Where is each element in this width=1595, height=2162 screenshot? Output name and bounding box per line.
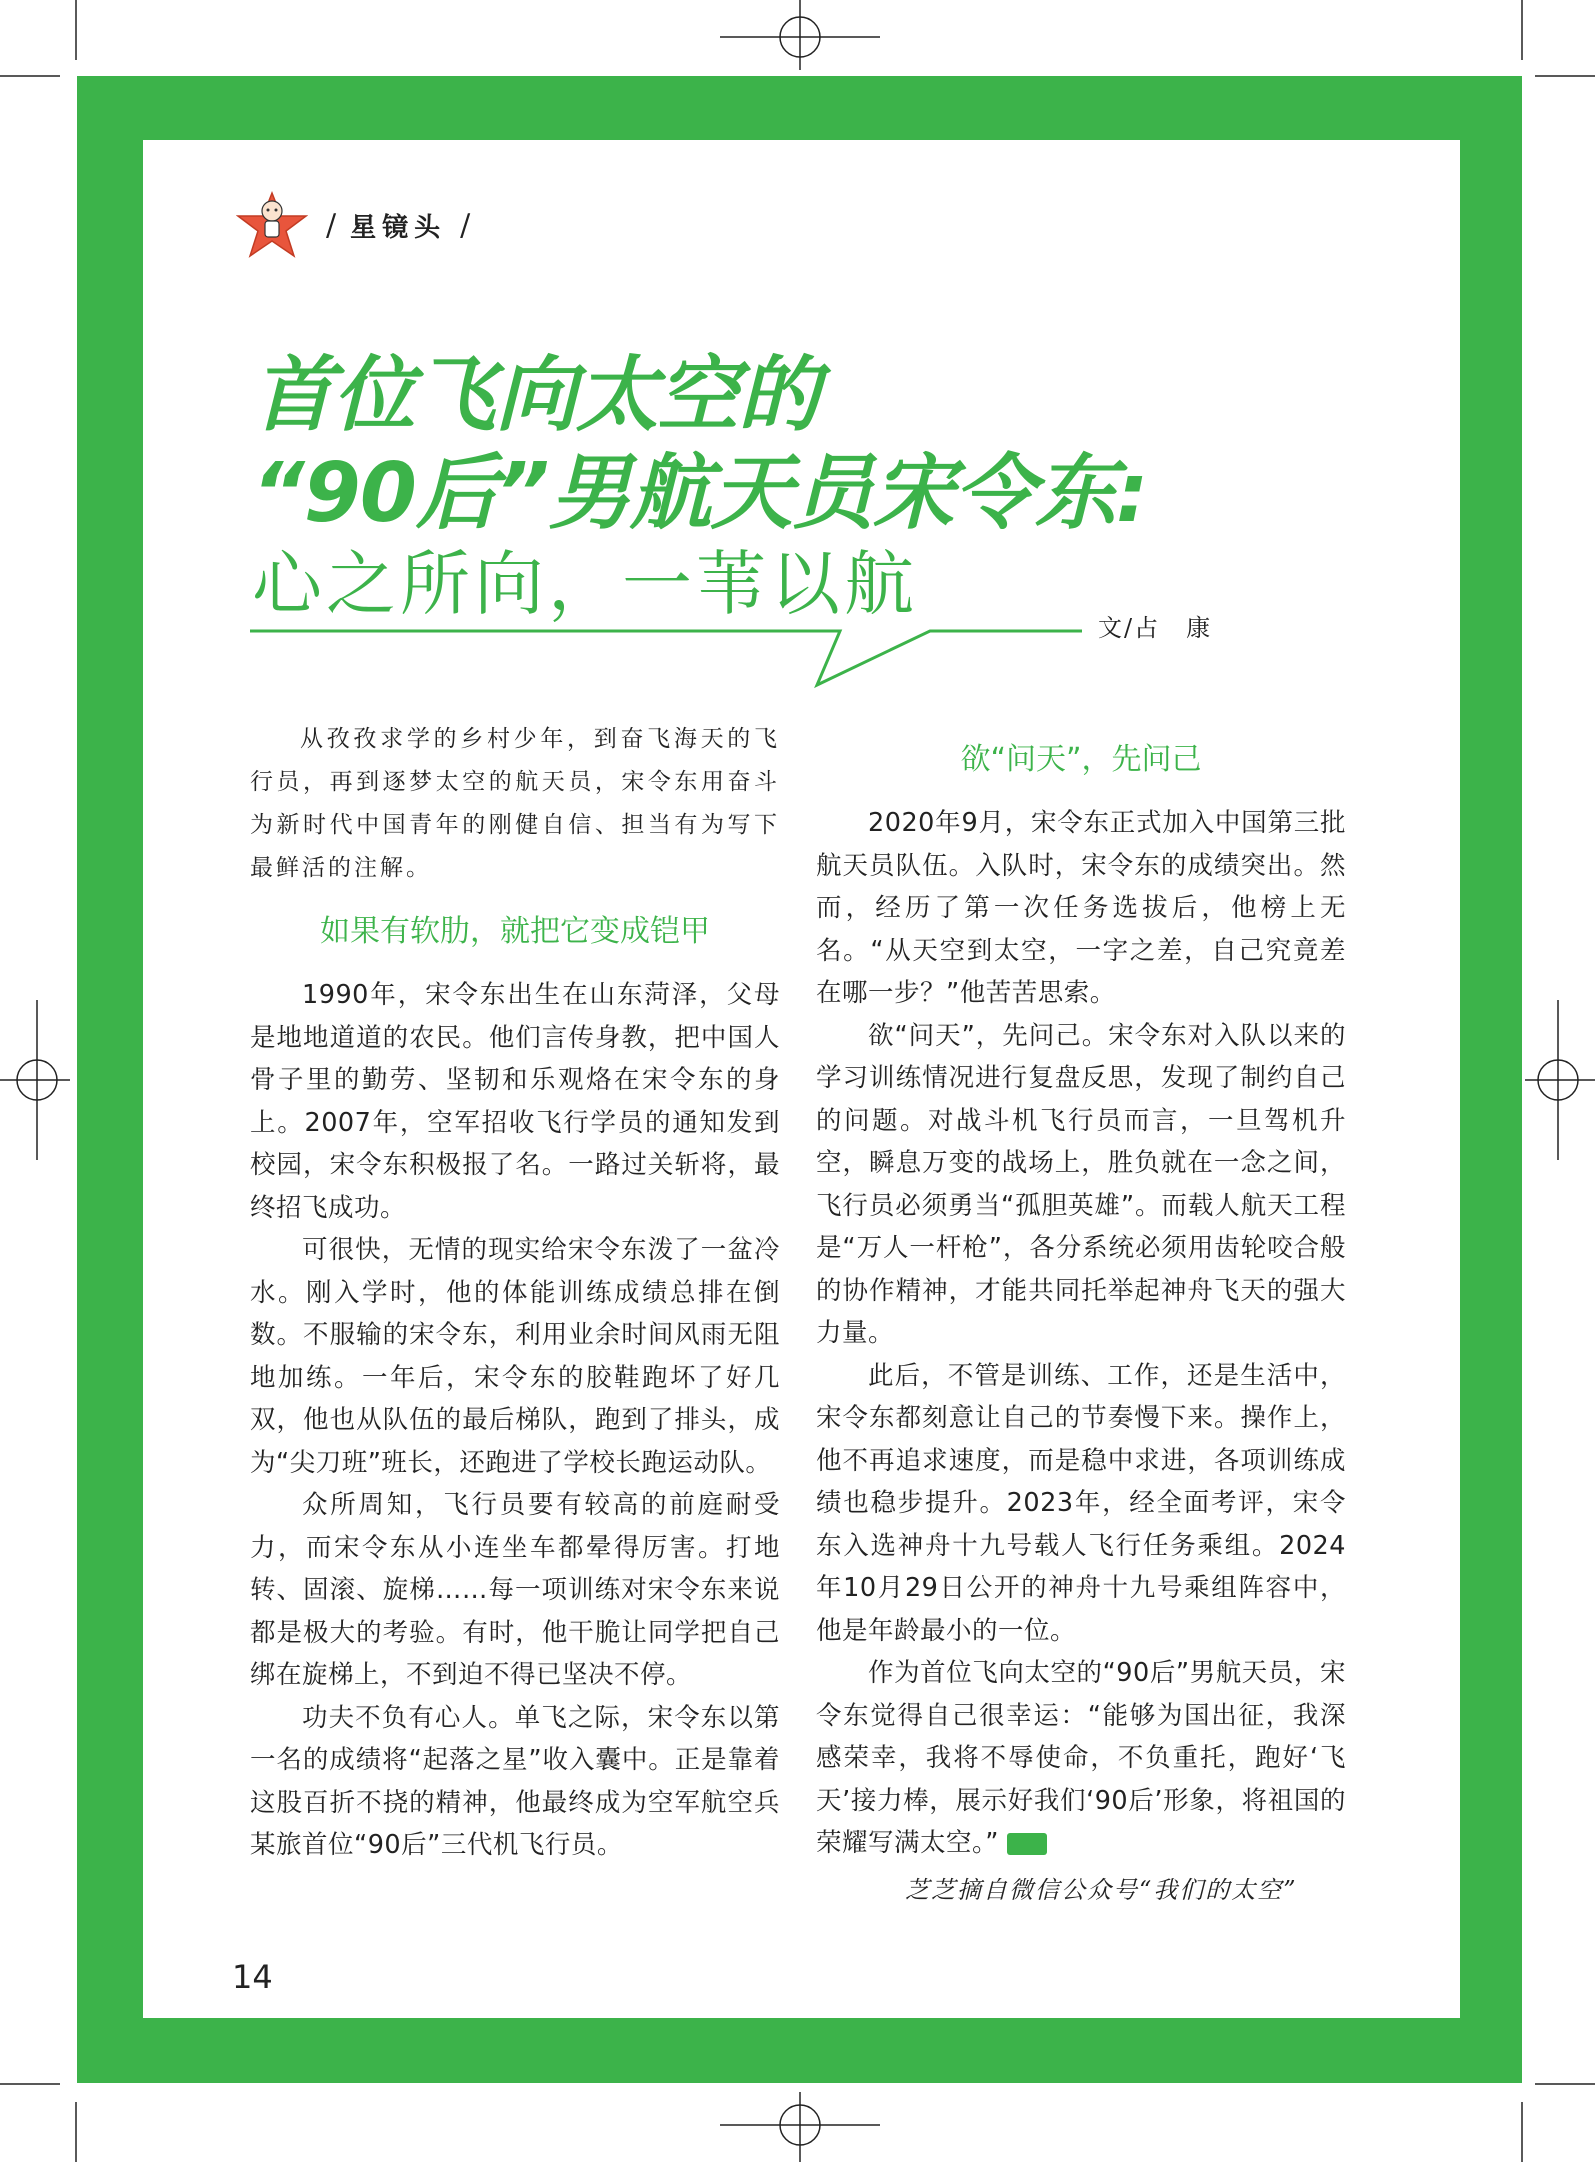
byline: 文/占 康 <box>1098 614 1213 642</box>
title-line-2: “90后”男航天员宋令东: <box>252 446 1148 541</box>
subtitle-left: 如果有软肋，就把它变成铠甲 <box>320 914 710 949</box>
body-paragraph: 众所周知，飞行员要有较高的前庭耐受力，而宋令东从小连坐车都晕得厉害。打地转、固滚、旋梯……每一项训练对宋令东来说都是极大的考验。有时，他干脆让同学把自己绑在旋梯上，不到迫不得已坚决不停。 <box>250 1490 780 1690</box>
corner-trim-top-left <box>0 0 80 80</box>
section-slash-left: / <box>326 207 337 243</box>
corner-trim-bottom-left <box>0 2082 80 2162</box>
body-paragraph: 1990年，宋令东出生在山东菏泽，父母是地地道道的农民。他们言传身教，把中国人骨子里的勤劳、坚韧和乐观烙在宋令东的身上。2007年，空军招收飞行学员的通知发到校园，宋令东积极报了名。一路过关斩将，最终招飞成功。 <box>250 980 780 1223</box>
section-tag <box>236 190 470 260</box>
speech-bubble-line <box>250 615 1090 695</box>
body-paragraph: 2020年9月，宋令东正式加入中国第三批航天员队伍。入队时，宋令东的成绩突出。然而，经历了第一次任务选拔后，他榜上无名。“从天空到太空，一字之差，自己究竟差在哪一步？”他苦苦思索。 <box>816 808 1346 1008</box>
end-mark-icon <box>1007 1833 1047 1855</box>
star-mascot-icon <box>236 189 308 261</box>
section-slash-right: / <box>460 207 471 243</box>
page-number: 14 <box>232 1958 273 1996</box>
body-paragraph: 可很快，无情的现实给宋令东泼了一盆冷水。刚入学时，他的体能训练成绩总排在倒数。不服输的宋令东，利用业余时间风雨无阻地加练。一年后，宋令东的胶鞋跑坏了好几双，他也从队伍的最后梯队，跑到了排头，成为“尖刀班”班长，还跑进了学校长跑运动队。 <box>250 1235 780 1478</box>
source-credit: 芝芝摘自微信公众号“我们的太空” <box>905 1876 1298 1904</box>
body-paragraph <box>816 1652 1346 1865</box>
lead-paragraph: 从孜孜求学的乡村少年，到奋飞海天的飞行员，再到逐梦太空的航天员，宋令东用奋斗为新时代中国青年的刚健自信、担当有为写下最鲜活的注解。 <box>250 726 780 881</box>
left-column <box>250 718 780 1867</box>
body-paragraph: 此后，不管是训练、工作，还是生活中，宋令东都刻意让自己的节奏慢下来。操作上，他不再追求速度，而是稳中求进，各项训练成绩也稳步提升。2023年，经全面考评，宋令东入选神舟十九号载人飞行任务乘组。2024年10月29日公开的神舟十九号乘组阵容中，他是年龄最小的一位。 <box>816 1360 1346 1646</box>
body-paragraph: 功夫不负有心人。单飞之际，宋令东以第一名的成绩将“起落之星”收入囊中。正是靠着这股百折不挠的精神，他最终成为空军航空兵某旅首位“90后”三代机飞行员。 <box>250 1702 780 1860</box>
corner-trim-bottom-right <box>1515 2082 1595 2162</box>
crop-mark-top <box>720 0 880 70</box>
crop-mark-left <box>0 1000 70 1160</box>
crop-mark-bottom <box>720 2092 880 2162</box>
crop-mark-right <box>1525 1000 1595 1160</box>
final-paragraph-text: 作为首位飞向太空的“90后”男航天员，宋令东觉得自己很幸运：“能够为国出征，我深感荣幸，我将不辱使命，不负重托，跑好‘飞天’接力棒，展示好我们‘90后’形象，将祖国的荣耀写满太空。” <box>816 1658 1346 1858</box>
title-line-1: 首位飞向太空的 <box>252 348 819 443</box>
title-line-3: 心之所向，一苇以航 <box>252 543 918 625</box>
subtitle-right: 欲“问天”，先问己 <box>960 742 1202 777</box>
right-column <box>816 738 1346 1865</box>
body-paragraph: 欲“问天”，先问己。宋令东对入队以来的学习训练情况进行复盘反思，发现了制约自己的问题。对战斗机飞行员而言，一旦驾机升空，瞬息万变的战场上，胜负就在一念之间，飞行员必须勇当“孤胆英雄”。而载人航天工程是“万人一杆枪”，各分系统必须用齿轮咬合般的协作精神，才能共同托举起神舟飞天的强大力量。 <box>816 1020 1346 1348</box>
section-label: 星镜头 <box>350 212 447 243</box>
corner-trim-top-right <box>1515 0 1595 80</box>
